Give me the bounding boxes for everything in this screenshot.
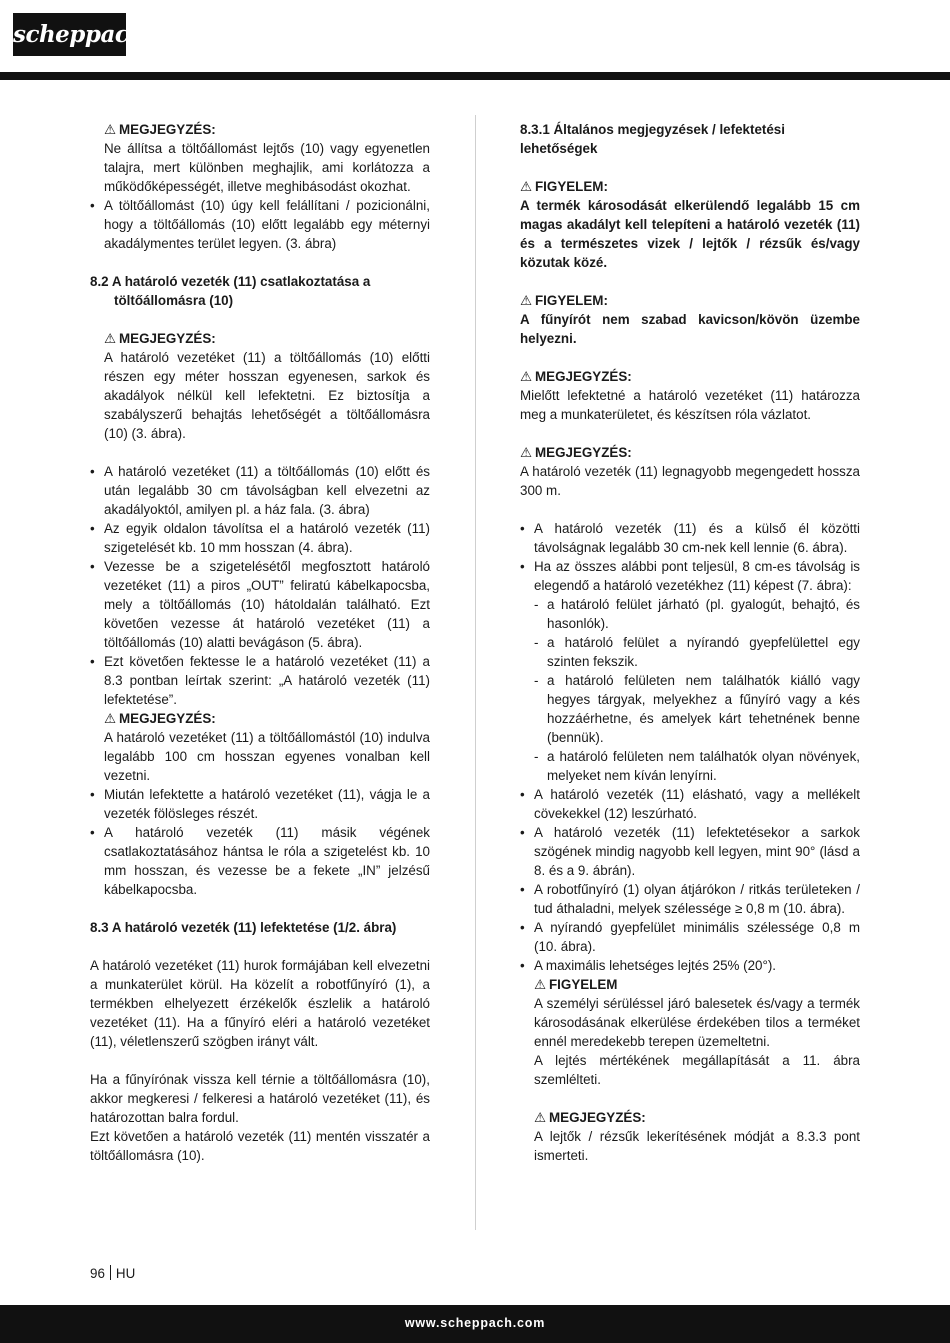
list-item: • Miután lefektette a határoló vezetéket (11), vágja le a vezeték fölösleges részét. bbox=[90, 785, 430, 823]
warning-heading: ⚠ FIGYELEM: bbox=[520, 293, 608, 308]
list-item: • A nyírandó gyepfelület minimális szélessége 0,8 m (10. ábra). bbox=[520, 918, 860, 956]
paragraph: Ezt követően a határoló vezeték (11) mentén visszatér a töltőállomásra (10). bbox=[90, 1129, 430, 1163]
warning-text: A termék károsodását elkerülendő legalább 15 cm magas akadályt kell telepíteni a határoló vezeték (11) és a természetes vizek / lejtők / rézsűk és/vagy közutak közé. bbox=[520, 198, 860, 270]
warning-triangle-icon: ⚠ bbox=[534, 1110, 547, 1125]
note-text: Mielőtt lefektetné a határoló vezetéket (11) határozza meg a munkaterületet, és készítsen róla vázlatot. bbox=[520, 388, 860, 422]
section-heading: 8.2 A határoló vezeték (11) csatlakoztatása a töltőállomásra (10) bbox=[90, 274, 371, 308]
footer-bar bbox=[0, 1305, 950, 1343]
website-link[interactable]: www.scheppach.com bbox=[404, 1316, 546, 1330]
note-text: Ne állítsa a töltőállomást lejtős (10) vagy egyenetlen talajra, mert különben meghajlik, ami korlátozza a működőképességét, illetve meghibásodást okozhat. bbox=[104, 141, 430, 194]
section-heading: 8.3.1 Általános megjegyzések / lefektetési lehetőségek bbox=[520, 122, 785, 156]
note-heading: ⚠ MEGJEGYZÉS: bbox=[534, 1110, 646, 1125]
note-heading: ⚠ MEGJEGYZÉS: bbox=[520, 445, 632, 460]
note-text: A határoló vezeték (11) legnagyobb megengedett hossza 300 m. bbox=[520, 464, 860, 498]
paragraph: A határoló vezetéket (11) hurok formájában kell elvezetni a munkaterület körül. Ha közelít a robotfűnyíró (1), a termékben elhelyezett érzékelők észlelik a határoló vezetéket (11). Ha a fűnyíró eléri a határoló vezetéket (11), véletlenszerű szögben irányt vált. bbox=[90, 958, 430, 1049]
warning-heading: ⚠ FIGYELEM: bbox=[520, 179, 608, 194]
warning-triangle-icon: ⚠ bbox=[534, 977, 547, 992]
warning-text: A személyi sérüléssel járó balesetek és/vagy a termék károsodásának elkerülése érdekében tilos a terméket ennél meredekebb terepen üzemeltetni. bbox=[534, 996, 860, 1049]
header-bar bbox=[0, 72, 950, 80]
paragraph: Ha a fűnyírónak vissza kell térnie a töltőállomásra (10), akkor megkeresi / felkeresi a határoló vezetéket (11), és határozottan balra fordul. bbox=[90, 1072, 430, 1125]
list-item: • Vezesse be a szigetelésétől megfosztott határoló vezetéket (11) a piros „OUT” feliratú kábelkapocsba, mely a töltőállomás (10) hátoldalán található. Ezt követően vezesse át határoló vezetéket (11) a töltőállomás (10) alatti bevágáson (5. ábra). bbox=[90, 557, 430, 652]
logo-text: scheppach bbox=[13, 21, 145, 48]
warning-text: A fűnyírót nem szabad kavicson/kövön üzembe helyezni. bbox=[520, 312, 860, 346]
list-item: • A határoló vezeték (11) lefektetésekor a sarkok szögének mindig nagyobb kell legyen, mint 90° (lásd a 8. és a 9. ábrán). bbox=[520, 823, 860, 880]
list-item: • Ezt követően fektesse le a határoló vezetéket (11) a 8.3 pontban leírtak szerint: „A határoló vezeték (11) lefektetése”. bbox=[90, 652, 430, 709]
list-item: • A töltőállomást (10) úgy kell felállítani / pozicionálni, hogy a töltőállomás (10) előtt legalább egy méternyi akadálymentes terület legyen. (3. ábra) bbox=[90, 196, 430, 253]
note-text: A határoló vezetéket (11) a töltőállomás (10) előtti részen egy méter hosszan egyenesen, sarkok és akadályok nélkül kell lefektetni. Ez biztosítja a szabályszerű behajtás lehetőségét a töltőállomásra (10) (3. ábra). bbox=[104, 350, 430, 441]
brand-logo bbox=[13, 13, 145, 56]
list-item: • Az egyik oldalon távolítsa el a határoló vezeték (11) szigetelését kb. 10 mm hosszan (4. ábra). bbox=[90, 519, 430, 557]
warning-heading: ⚠ FIGYELEM bbox=[534, 977, 618, 992]
list-item: • A robotfűnyíró (1) olyan átjárókon / ritkás területeken / tud áthaladni, melyek szélessége ≥ 0,8 m (10. ábra). bbox=[520, 880, 860, 918]
sub-list-item: - a határoló felületen nem találhatók olyan növények, melyeket nem kíván lenyírni. bbox=[520, 747, 860, 785]
sub-list-item: - a határoló felület a nyírandó gyepfelülettel egy szinten fekszik. bbox=[520, 633, 860, 671]
warning-triangle-icon: ⚠ bbox=[520, 179, 533, 194]
page-number bbox=[90, 1265, 135, 1281]
section-heading: 8.3 A határoló vezeték (11) lefektetése (1/2. ábra) bbox=[90, 920, 397, 935]
list-item: • A határoló vezeték (11) másik végének csatlakoztatásához hántsa le róla a szigetelést kb. 10 mm hosszan, és vezesse be a fekete „IN” jelzésű kábelkapocsba. bbox=[90, 823, 430, 899]
column-divider bbox=[475, 115, 476, 1230]
left-column bbox=[90, 120, 430, 1165]
warning-triangle-icon: ⚠ bbox=[104, 331, 117, 346]
list-item: • A határoló vezetéket (11) a töltőállomás (10) előtt és után legalább 30 cm távolságban kell elvezetni az akadályoktól, amilyen pl. a ház fala. (3. ábra) bbox=[90, 462, 430, 519]
right-column bbox=[520, 120, 860, 1165]
note-heading: ⚠ MEGJEGYZÉS: bbox=[520, 369, 632, 384]
sub-list-item: - a határoló felületen nem találhatók kiálló vagy hegyes tárgyak, melyekhez a fűnyíró vagy a kés hozzáérhetne, és amelyek kárt tehetnének benne (bennük). bbox=[520, 671, 860, 747]
warning-triangle-icon: ⚠ bbox=[104, 122, 117, 137]
list-item: • A maximális lehetséges lejtés 25% (20°). bbox=[520, 956, 860, 975]
sub-list-item: - a határoló felület járható (pl. gyalogút, behajtó, és hasonlók). bbox=[520, 595, 860, 633]
warning-triangle-icon: ⚠ bbox=[520, 445, 533, 460]
note-text: A lejtők / rézsűk lekerítésének módját a 8.3.3 pont ismerteti. bbox=[534, 1129, 860, 1163]
warning-triangle-icon: ⚠ bbox=[104, 711, 117, 726]
warning-triangle-icon: ⚠ bbox=[520, 369, 533, 384]
warning-triangle-icon: ⚠ bbox=[520, 293, 533, 308]
list-item: • A határoló vezeték (11) és a külső él közötti távolságnak legalább 30 cm-nek kell lennie (6. ábra). bbox=[520, 519, 860, 557]
separator bbox=[110, 1265, 111, 1280]
note-heading: ⚠ MEGJEGYZÉS: bbox=[104, 331, 216, 346]
note-heading: ⚠ MEGJEGYZÉS: bbox=[104, 711, 216, 726]
list-item: • A határoló vezeték (11) elásható, vagy a mellékelt cövekekkel (12) leszúrható. bbox=[520, 785, 860, 823]
page-number-value: 96 bbox=[90, 1266, 105, 1281]
language-code: HU bbox=[115, 1266, 136, 1281]
warning-text: A lejtés mértékének megállapítását a 11. ábra szemlélteti. bbox=[534, 1053, 860, 1087]
note-heading: ⚠ MEGJEGYZÉS: bbox=[104, 122, 216, 137]
list-item: • Ha az összes alábbi pont teljesül, 8 cm-es távolság is elegendő a határoló vezetékhez (11) képest (7. ábra): bbox=[520, 557, 860, 595]
note-text: A határoló vezetéket (11) a töltőállomástól (10) indulva legalább 100 cm hosszan egyenes vonalban kell vezetni. bbox=[104, 730, 430, 783]
